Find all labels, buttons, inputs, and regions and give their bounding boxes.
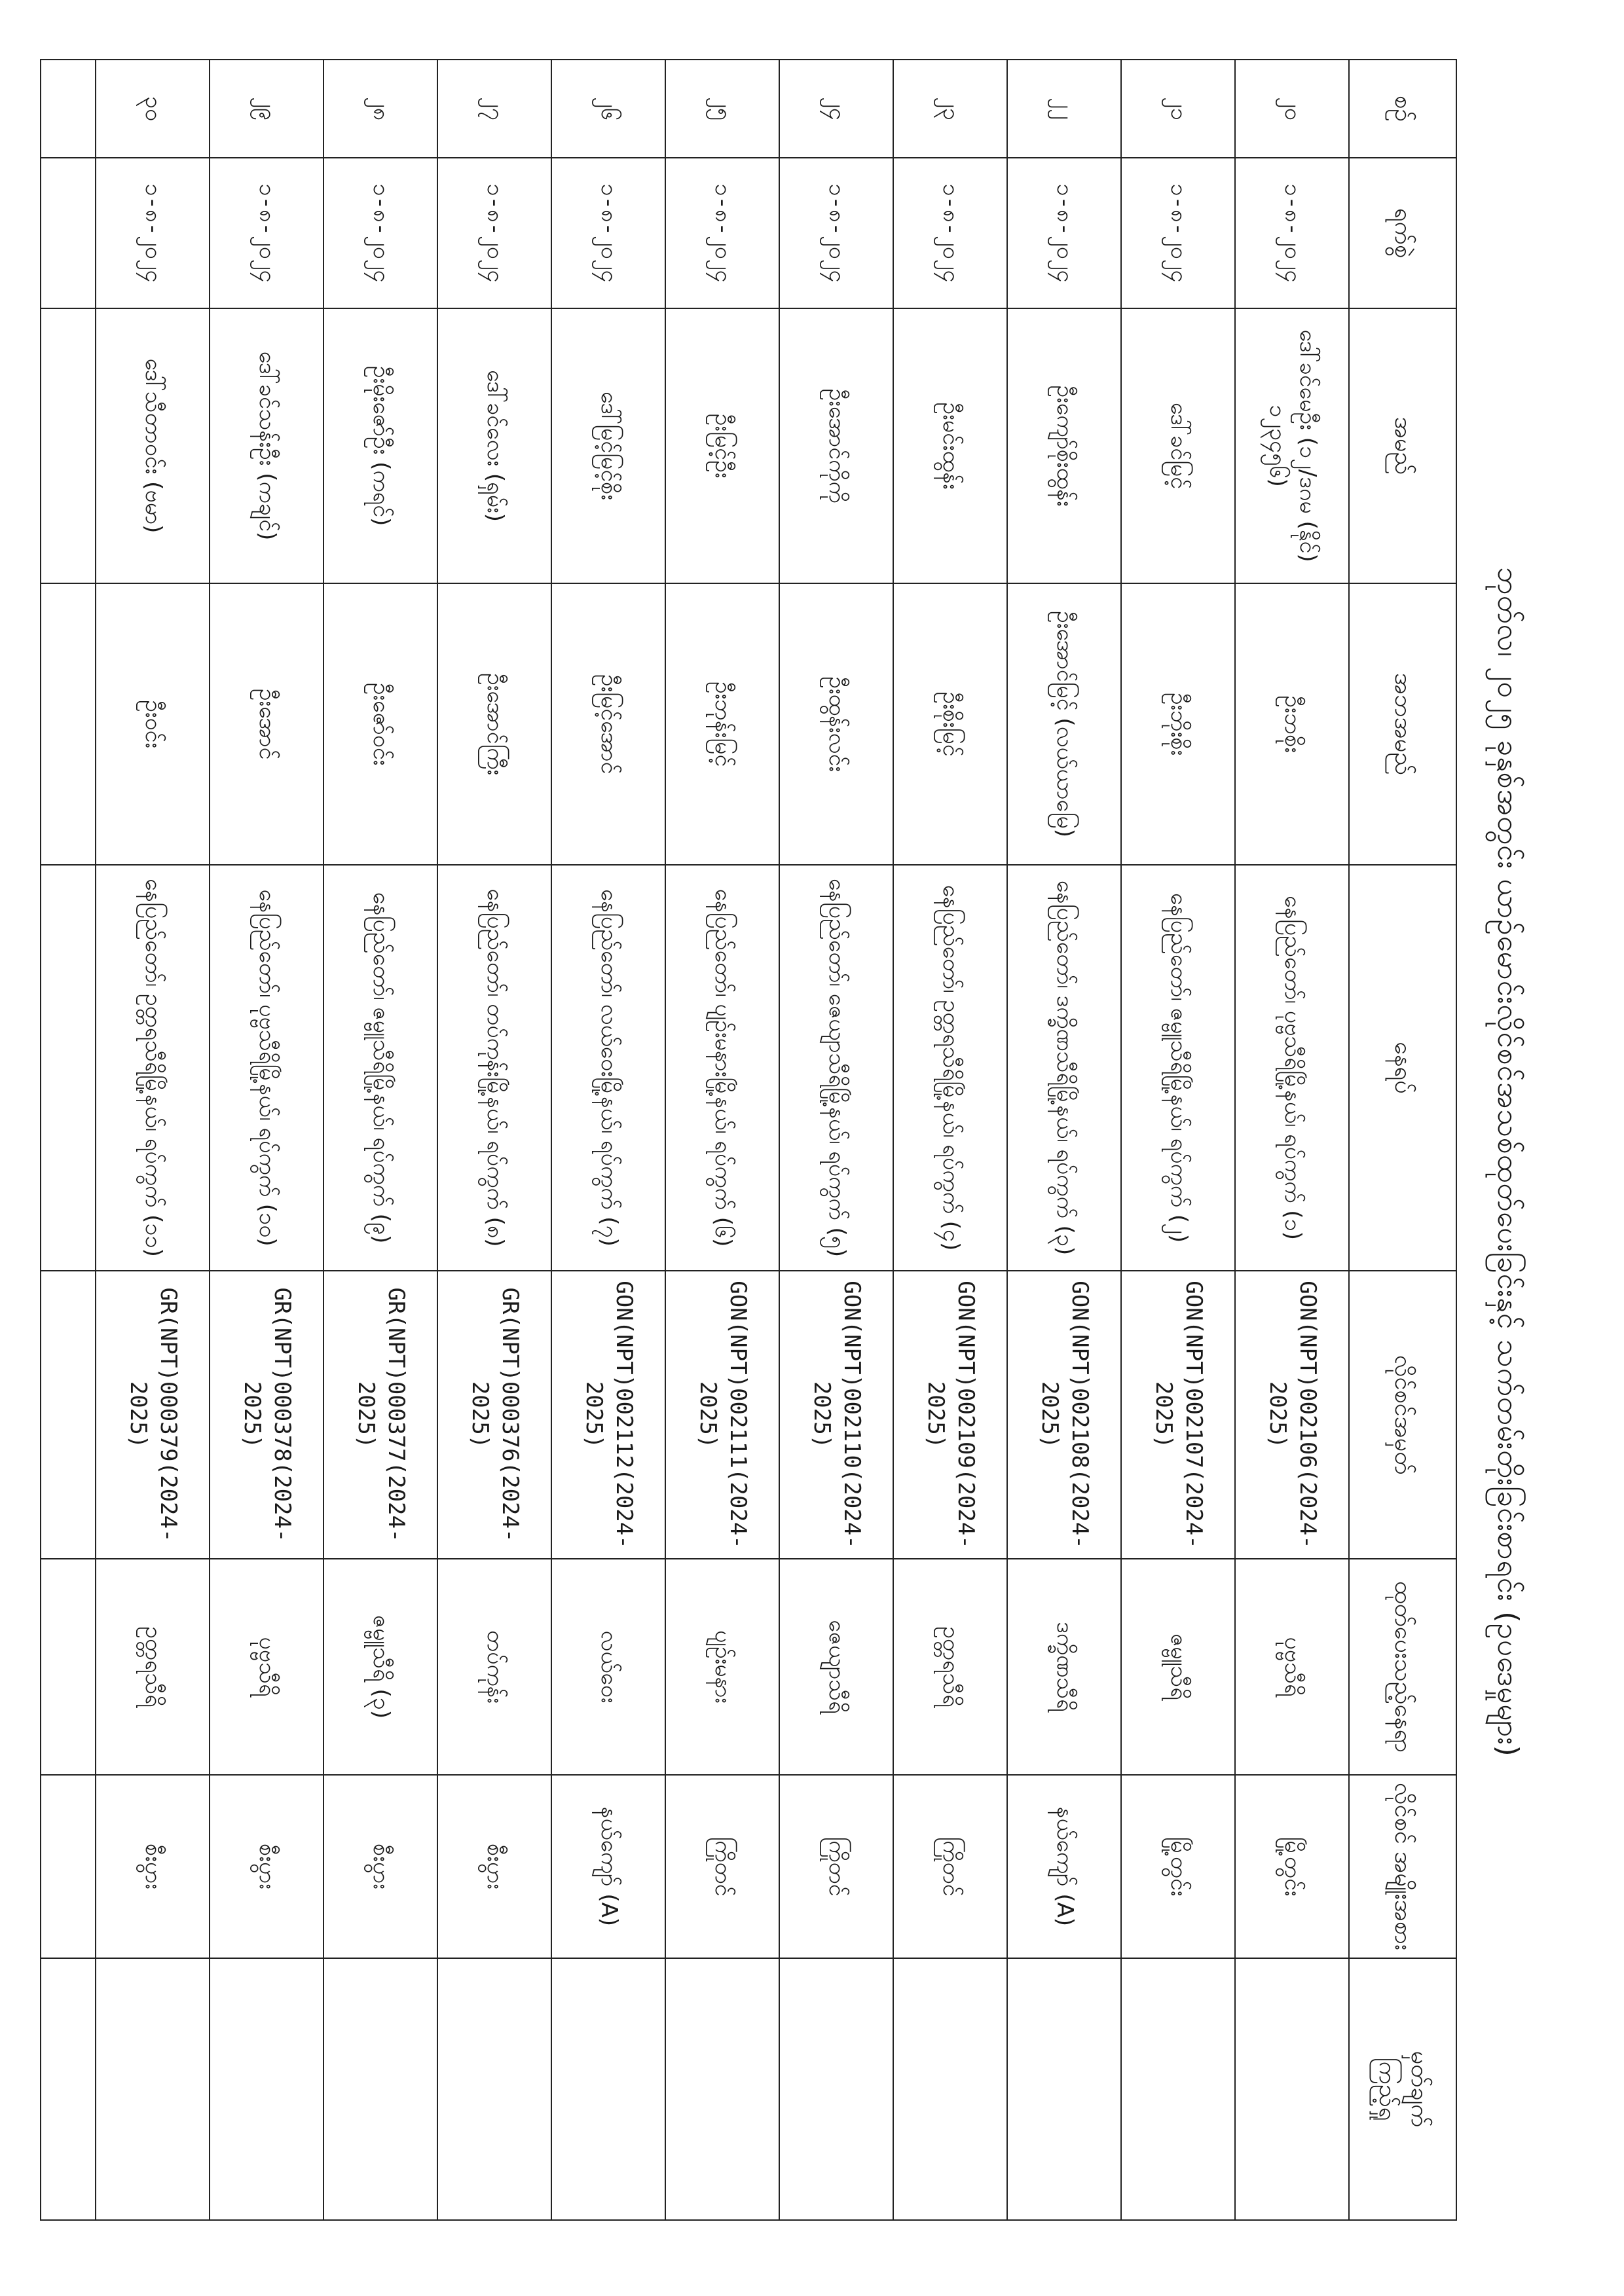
cell-type: မြို့တွင်း xyxy=(1121,1775,1235,1958)
cell-type: ကြိုတင် xyxy=(779,1775,893,1958)
cell-father: ဦးဇော်ဝင်း xyxy=(323,583,437,865)
cell-no: ၂၈ xyxy=(323,60,437,158)
cell-name: ဦးမင်းထွန်း xyxy=(893,308,1007,583)
cell-empty xyxy=(41,865,96,1271)
cell-date: ၁-၈-၂၀၂၄ xyxy=(210,158,323,308)
header-father: အဘအမည် xyxy=(1349,583,1456,865)
cell-remark xyxy=(1007,1958,1121,2220)
table-header-row xyxy=(1349,60,1456,2220)
cell-address: နေပြည်တော်၊ ဇမ္ဗူသီရိမြို့နယ်၊ ရပ်ကွက် (၂) xyxy=(1121,865,1235,1271)
cell-father: ဦးအောင်ကြီး xyxy=(437,583,551,865)
cell-name: ဒေါ်ခင်မေဦး (၁၂/ဒဂမ (နိုင်) ၁၂၃၄၅၆) xyxy=(1235,308,1349,583)
cell-place: ဇမ္ဗူသီရိ xyxy=(1121,1559,1235,1775)
cell-license-no: GON(NPT)002106(2024-2025) xyxy=(1235,1271,1349,1559)
cell-no: ၂၃ xyxy=(893,60,1007,158)
cell-address: နေပြည်တော်၊ ပုဗ္ဗသီရိမြို့နယ်၊ ရပ်ကွက် (၁) xyxy=(1235,865,1349,1271)
cell-license-no: GON(NPT)002111(2024-2025) xyxy=(665,1271,779,1559)
cell-remark xyxy=(1121,1958,1235,2220)
cell-remark xyxy=(437,1958,551,2220)
cell-place: ဇမ္ဗူသီရိ (၃) xyxy=(323,1559,437,1775)
cell-no: ၂၇ xyxy=(437,60,551,158)
cell-address: နေပြည်တော်၊ ဥတ္တရသီရိမြို့နယ်၊ ရပ်ကွက် (၄) xyxy=(893,865,1007,1271)
cell-type: မြို့တွင်း xyxy=(1235,1775,1349,1958)
cell-place: ပုဗ္ဗသီရိ xyxy=(1235,1559,1349,1775)
cell-license-no: GR(NPT)000378(2024-2025) xyxy=(210,1271,323,1559)
cell-empty xyxy=(41,60,96,158)
table-body xyxy=(41,60,1349,2220)
cell-type: စီးပွား xyxy=(437,1775,551,1958)
table-row xyxy=(437,60,551,2220)
header-license-no: လိုင်စင်အမှတ် xyxy=(1349,1271,1456,1559)
table-row xyxy=(96,60,210,2220)
table-row xyxy=(1235,60,1349,2220)
cell-remark xyxy=(779,1958,893,2220)
cell-name: ဒေါ်ခင်လေး (ရှမ်း) xyxy=(437,308,551,583)
cell-father: ဦးစိုးမြင့် xyxy=(893,583,1007,865)
cell-date: ၁-၈-၂၀၂၄ xyxy=(1121,158,1235,308)
cell-place: ဇေယျာသီရိ xyxy=(779,1559,893,1775)
cell-remark xyxy=(551,1958,665,2220)
cell-remark xyxy=(323,1958,437,2220)
cell-type: နယ်ကျော် (A) xyxy=(1007,1775,1121,1958)
cell-license-no: GON(NPT)002108(2024-2025) xyxy=(1007,1271,1121,1559)
cell-type: စီးပွား xyxy=(96,1775,210,1958)
cell-date: ၁-၈-၂၀၂၄ xyxy=(1235,158,1349,308)
cell-father: ဦးထွန်းလင်း xyxy=(779,583,893,865)
cell-place: လယ်ဝေး xyxy=(551,1559,665,1775)
cell-address: နေပြည်တော်၊ ဇေယျာသီရိမြို့နယ်၊ ရပ်ကွက် (၅) xyxy=(779,865,893,1271)
cell-name: ဦးမိုးဇော်ဦး (ကရင်) xyxy=(323,308,437,583)
document-title: ဘုတ်လ၊ ၂၀၂၅ ခုနှစ်အတွင်း ယာဉ်မောင်းလိုင်စင်အသစ်ထုတ်ပေးခြင်းနှင့် သက်တမ်းတိုးခြင်းစာရင်း (ဥပဒေမှုများ) xyxy=(1491,567,1524,1757)
cell-address: နေပြည်တော်၊ တပ်ကုန်းမြို့နယ်၊ ရပ်ကွက် (၈) xyxy=(437,865,551,1271)
cell-father: ဦးဘိုးစိုး xyxy=(1121,583,1235,865)
cell-date: ၁-၈-၂၀၂၄ xyxy=(437,158,551,308)
table-row xyxy=(210,60,323,2220)
cell-empty xyxy=(41,1271,96,1559)
cell-empty xyxy=(41,158,96,308)
cell-name: ဒေါ်ခင်မြင့် xyxy=(1121,308,1235,583)
cell-no: ၂၉ xyxy=(210,60,323,158)
cell-empty xyxy=(41,1958,96,2220)
cell-place: တပ်ကုန်း xyxy=(437,1559,551,1775)
cell-no: ၂၂ xyxy=(1007,60,1121,158)
cell-no: ၂၆ xyxy=(551,60,665,158)
header-type: လိုင်စင် အမျိုးအစား xyxy=(1349,1775,1456,1958)
cell-date: ၁-၈-၂၀၂၄ xyxy=(551,158,665,308)
cell-place: ဒက္ခိဏသီရိ xyxy=(1007,1559,1121,1775)
cell-father: ဦးမြင့်အောင် xyxy=(551,583,665,865)
cell-type: ကြိုတင် xyxy=(665,1775,779,1958)
cell-name: ဦးကျော်စိုးထွန်း xyxy=(1007,308,1121,583)
cell-father: ဦးအောင်မြင့် (လယ်ယာမြေ) xyxy=(1007,583,1121,865)
cell-address: နေပြည်တော်၊ ဇမ္ဗူသီရိမြို့နယ်၊ ရပ်ကွက် (၉) xyxy=(323,865,437,1271)
header-remark-line1: မှတ်ချက် xyxy=(1405,2050,1433,2128)
cell-date: ၁-၈-၂၀၂၄ xyxy=(96,158,210,308)
cell-no: ၂၁ xyxy=(1121,60,1235,158)
cell-name: ဦးအောင်ကိုကို xyxy=(779,308,893,583)
cell-address: နေပြည်တော်၊ ပျဉ်းမနားမြို့နယ်၊ ရပ်ကွက် (၆) xyxy=(665,865,779,1271)
header-address: နေရပ် xyxy=(1349,865,1456,1271)
license-table xyxy=(40,59,1457,2221)
cell-license-no: GR(NPT)000376(2024-2025) xyxy=(437,1271,551,1559)
cell-empty xyxy=(41,1775,96,1958)
cell-address: နေပြည်တော်၊ ပုဗ္ဗသီရိမြို့နယ်၊ ရပ်ကွက် (၁၀) xyxy=(210,865,323,1271)
cell-remark xyxy=(96,1958,210,2220)
table-row-empty xyxy=(41,60,96,2220)
cell-date: ၁-၈-၂၀၂၄ xyxy=(1007,158,1121,308)
table-row xyxy=(323,60,437,2220)
cell-remark xyxy=(210,1958,323,2220)
table-row xyxy=(779,60,893,2220)
cell-type: နယ်ကျော် (A) xyxy=(551,1775,665,1958)
cell-license-no: GR(NPT)000379(2024-2025) xyxy=(96,1271,210,1559)
cell-no: ၂၅ xyxy=(665,60,779,158)
header-place: ထုတ်ပေးသည့်နေရာ xyxy=(1349,1559,1456,1775)
cell-address: နေပြည်တော်၊ ဥတ္တရသီရိမြို့နယ်၊ ရပ်ကွက် (၁၁) xyxy=(96,865,210,1271)
cell-no: ၂၀ xyxy=(1235,60,1349,158)
cell-place: ဥတ္တရသီရိ xyxy=(893,1559,1007,1775)
header-date: ရက်စွဲ xyxy=(1349,158,1456,308)
cell-date: ၁-၈-၂၀၂၄ xyxy=(323,158,437,308)
cell-remark xyxy=(665,1958,779,2220)
cell-address: နေပြည်တော်၊ လယ်ဝေးမြို့နယ်၊ ရပ်ကွက် (၇) xyxy=(551,865,665,1271)
cell-place: ပုဗ္ဗသီရိ xyxy=(210,1559,323,1775)
table-row xyxy=(1121,60,1235,2220)
cell-no: ၂၄ xyxy=(779,60,893,158)
cell-address: နေပြည်တော်၊ ဒက္ခိဏသီရိမြို့နယ်၊ ရပ်ကွက် (၃) xyxy=(1007,865,1121,1271)
cell-name: ဦးမြင့်ဦး xyxy=(665,308,779,583)
cell-father: ဦးဝင်း xyxy=(96,583,210,865)
cell-name: ဒေါ်ခင်သန်းဦး (ကချင်) xyxy=(210,308,323,583)
table-row xyxy=(551,60,665,2220)
cell-license-no: GR(NPT)000377(2024-2025) xyxy=(323,1271,437,1559)
cell-place: ပျဉ်းမနား xyxy=(665,1559,779,1775)
cell-no: ၃၀ xyxy=(96,60,210,158)
cell-father: ဦးအောင် xyxy=(210,583,323,865)
table-row xyxy=(893,60,1007,2220)
table-row xyxy=(1007,60,1121,2220)
header-name: အမည် xyxy=(1349,308,1456,583)
cell-type: ကြိုတင် xyxy=(893,1775,1007,1958)
cell-empty xyxy=(41,308,96,583)
cell-date: ၁-၈-၂၀၂၄ xyxy=(665,158,779,308)
cell-name: ဒေါ်သီတာဝင်း (ဗမာ) xyxy=(96,308,210,583)
cell-remark xyxy=(893,1958,1007,2220)
cell-empty xyxy=(41,583,96,865)
cell-date: ၁-၈-၂၀၂၄ xyxy=(893,158,1007,308)
header-no: စဉ် xyxy=(1349,60,1456,158)
cell-place: ဥတ္တရသီရိ xyxy=(96,1559,210,1775)
cell-type: စီးပွား xyxy=(210,1775,323,1958)
header-remark-line2: ကြည့်ရှု xyxy=(1374,2057,1401,2121)
cell-license-no: GON(NPT)002109(2024-2025) xyxy=(893,1271,1007,1559)
table-row xyxy=(665,60,779,2220)
cell-license-no: GON(NPT)002107(2024-2025) xyxy=(1121,1271,1235,1559)
cell-type: စီးပွား xyxy=(323,1775,437,1958)
cell-empty xyxy=(41,1559,96,1775)
cell-license-no: GON(NPT)002110(2024-2025) xyxy=(779,1271,893,1559)
header-remark xyxy=(1349,1958,1456,2220)
cell-father: ဦးဘစိုး xyxy=(1235,583,1349,865)
cell-license-no: GON(NPT)002112(2024-2025) xyxy=(551,1271,665,1559)
cell-name: ဒေါ်မြင့်မြင့်စိုး xyxy=(551,308,665,583)
cell-father: ဦးဘုန်းမြင့် xyxy=(665,583,779,865)
cell-date: ၁-၈-၂၀၂၄ xyxy=(779,158,893,308)
cell-remark xyxy=(1235,1958,1349,2220)
